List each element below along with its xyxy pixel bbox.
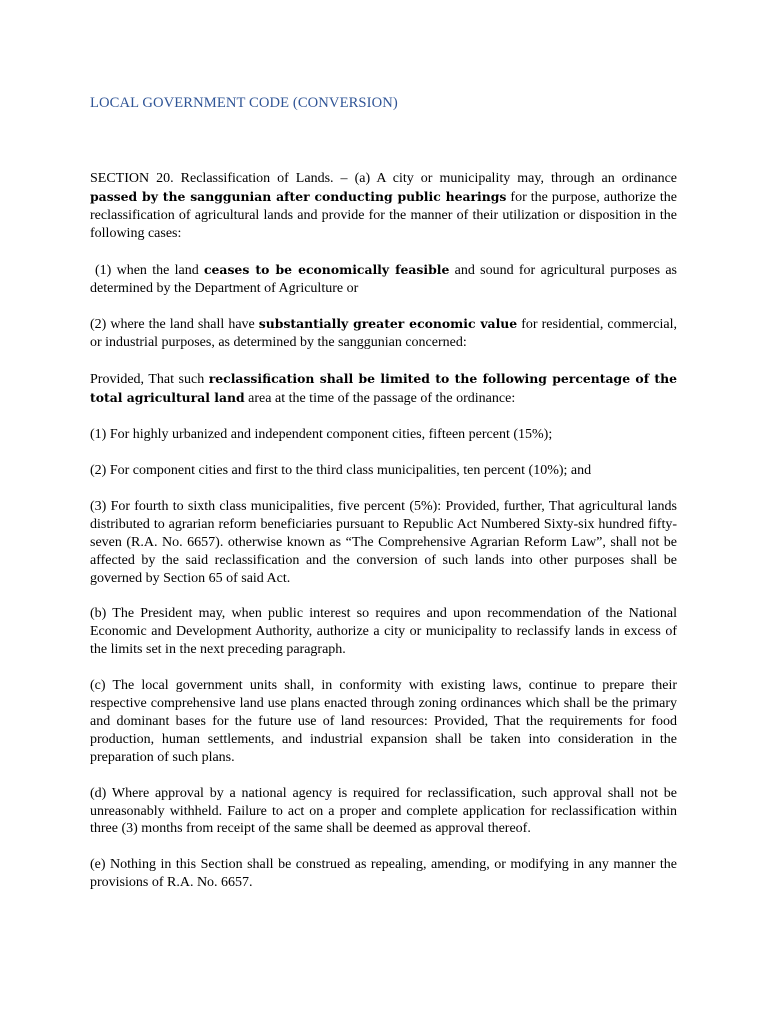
paragraph-text: (1) For highly urbanized and independent component cities, fifteen percent (15%); (90, 427, 553, 443)
paragraph-text: and sound for agricultural purposes as determined by the Department of Agriculture or (90, 262, 677, 296)
paragraph-limit-1 (90, 426, 677, 444)
paragraph-case-2 (90, 315, 677, 352)
paragraph-text: (e) Nothing in this Section shall be construed as repealing, amending, or modifying in any manner the provisions of R.A. No. 6657. (90, 857, 677, 891)
emphasized-text: passed by the sanggunian after conducting public hearings (90, 188, 507, 204)
paragraph-section-20-intro (90, 170, 677, 243)
paragraph-text: (3) For fourth to sixth class municipalities, five percent (5%): Provided, further, That agricultural lands distributed to agrarian reform beneficiaries pursuant to Republic Act Numbered Sixty-six hundred fifty-seven (R.A. No. 6657). otherwise known as “The Comprehensive Agrarian Reform Law”, shall not be affected by the said reclassification and the conversion of such lands into other purposes shall be governed by Section 65 of said Act. (90, 498, 677, 586)
paragraph-text: area at the time of the passage of the ordinance: (244, 391, 516, 407)
emphasized-text: ceases to be economically feasible (204, 261, 450, 277)
paragraph-text: (b) The President may, when public interest so requires and upon recommendation of the National Economic and Development Authority, authorize a city or municipality to reclassify lands in excess of the limits set in the next preceding paragraph. (90, 606, 677, 658)
paragraph-e (90, 856, 677, 892)
paragraph-text: (d) Where approval by a national agency is required for reclassification, such approval shall not be unreasonably withheld. Failure to act on a proper and complete application for reclassification within three (3) months from receipt of the same shall be deemed as approval thereof. (90, 785, 677, 837)
document-body (90, 170, 677, 910)
paragraph-text: for the purpose, authorize the reclassification of agricultural lands and provide for the manner of their utilization or disposition in the following cases: (90, 189, 677, 241)
paragraph-text: (1) when the land (95, 262, 204, 278)
paragraph-limit-3 (90, 498, 677, 588)
paragraph-text: SECTION 20. Reclassification of Lands. – (a) A city or municipality may, through an ordinance (90, 171, 677, 186)
paragraph-text: (2) where the land shall have (90, 317, 259, 333)
paragraph-b (90, 605, 677, 659)
emphasized-text: substantially greater economic value (258, 316, 518, 332)
paragraph-proviso (90, 370, 677, 408)
paragraph-limit-2 (90, 462, 677, 480)
paragraph-text: Provided, That such (90, 372, 209, 388)
paragraph-case-1 (90, 261, 677, 298)
paragraph-text: (c) The local government units shall, in conformity with existing laws, continue to prepare their respective comprehensive land use plans enacted through zoning ordinances which shall be the primary and dominant bases for the future use of land resources: Provided, That the requirements for food production, human settlements, and industrial expansion shall be taken into consideration in the preparation of such plans. (90, 678, 677, 765)
paragraph-text: for residential, commercial, or industrial purposes, as determined by the sanggunian concerned: (90, 317, 677, 351)
paragraph-text: (2) For component cities and first to the third class municipalities, ten percent (10%); and (90, 462, 592, 478)
paragraph-c (90, 677, 677, 767)
paragraph-d (90, 785, 677, 839)
emphasized-text: reclassification shall be limited to the following percentage of the total agricultural land (90, 371, 677, 406)
document-title: LOCAL GOVERNMENT CODE (CONVERSION) (90, 95, 398, 111)
